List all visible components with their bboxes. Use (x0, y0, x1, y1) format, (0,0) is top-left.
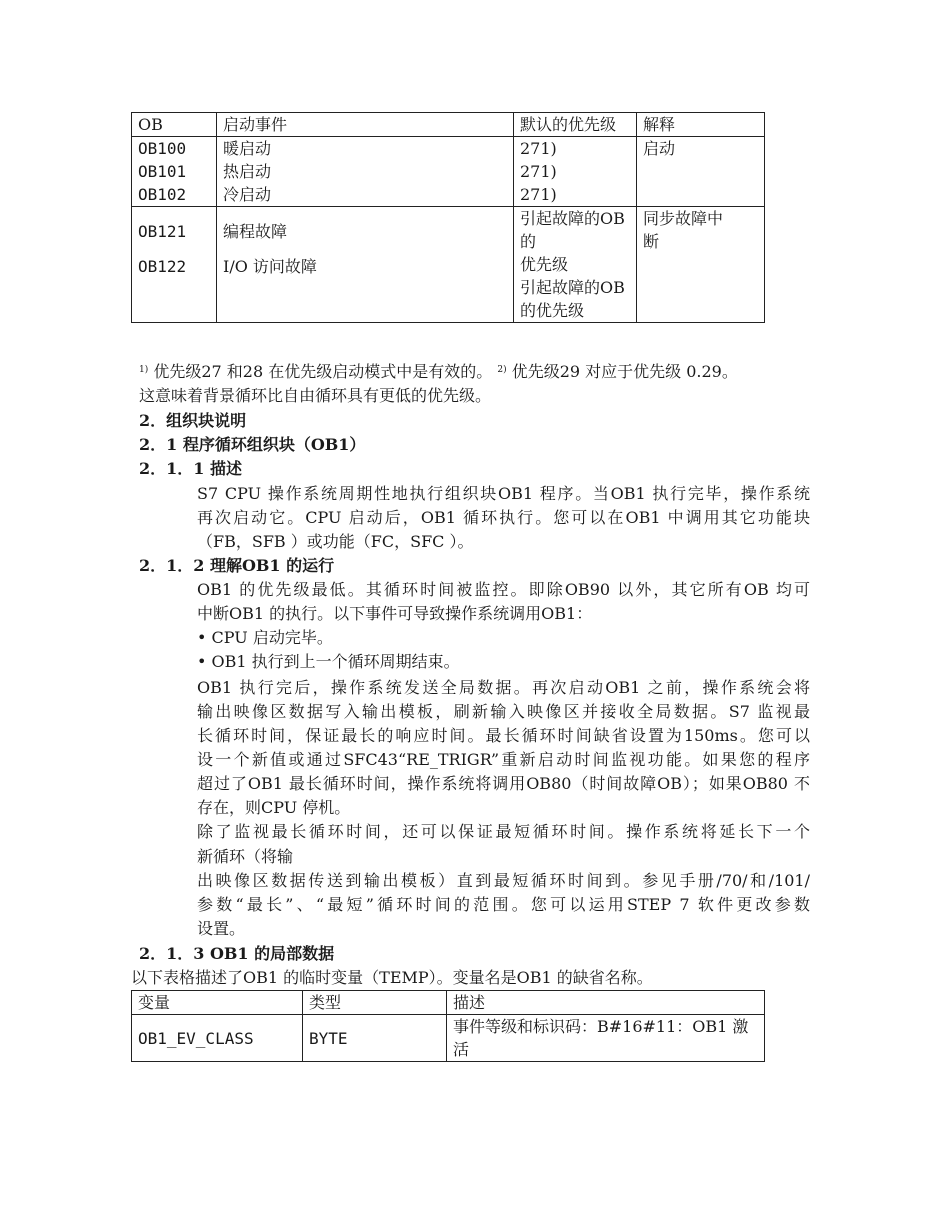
cell-line: 启动 (643, 139, 676, 158)
footnote-marker: 1) (139, 365, 149, 375)
paragraph-line: 长循环时间，保证最长的响应时间。最长循环时间缺省设置为150ms。您可以 (197, 726, 810, 745)
footnote-line-2: 这意味着背景循环比自由循环具有更低的优先级。 (139, 386, 492, 405)
bullet-icon: • (197, 652, 207, 671)
var-cell: OB1_EV_CLASS (132, 1015, 303, 1062)
cell-line: 冷启动 (223, 185, 272, 204)
bullet-item (197, 626, 333, 650)
paragraph-line: 以下表格描述了OB1 的临时变量（TEMP）。变量名是OB1 的缺省名称。 (131, 968, 653, 987)
cell-line: 引起故障的OB (520, 278, 625, 297)
cell-line: 271) (520, 139, 557, 158)
cell-line: OB122 (138, 257, 187, 276)
priority-cell (514, 137, 637, 207)
local-data-table (131, 990, 765, 1062)
cell-line: OB102 (138, 185, 187, 204)
footnote-text: 优先级27 和28 在优先级启动模式中是有效的。 (153, 362, 493, 381)
table-row (132, 137, 765, 207)
desc-cell (637, 207, 765, 323)
bullet-text: OB1 执行到上一个循环周期结束。 (211, 652, 460, 671)
table-row (132, 1015, 765, 1062)
paragraph-line: S7 CPU 操作系统周期性地执行组织块OB1 程序。当OB1 执行完毕，操作系统 (197, 484, 810, 503)
event-cell (217, 207, 514, 323)
ob-cell (132, 137, 217, 207)
paragraph-line: 设置。 (197, 919, 246, 938)
cell-line: 编程故障 (223, 222, 288, 241)
cell-line: 优先级 (520, 255, 569, 274)
cell-line: OB100 (138, 139, 187, 158)
header-cell: OB (132, 113, 217, 137)
cell-line: 事件等级和标识码：B#16#11：OB1 激 (453, 1017, 749, 1036)
paragraph-line: 出映像区数据传送到输出模板）直到最短循环时间到。参见手册/70/和/101/ (197, 871, 810, 890)
paragraph-line: 超过了OB1 最长循环时间，操作系统将调用OB80（时间故障OB）；如果OB80 不 (197, 774, 810, 793)
cell-line: 271) (520, 162, 557, 181)
header-cell: 类型 (303, 991, 447, 1015)
paragraph-line: （FB，SFB ）或功能（FC，SFC ）。 (197, 532, 474, 551)
paragraph-line: 再次启动它。CPU 启动后，OB1 循环执行。您可以在OB1 中调用其它功能块 (197, 508, 810, 527)
paragraph-line: 中断OB1 的执行。以下事件可导致操作系统调用OB1： (197, 604, 593, 623)
cell-line: OB101 (138, 162, 187, 181)
cell-line: OB121 (138, 222, 187, 241)
table-header-row (132, 991, 765, 1015)
cell-line: 同步故障中 (643, 209, 724, 228)
desc-cell (637, 137, 765, 207)
section-heading: 2．1．2 理解OB1 的运行 (139, 556, 335, 575)
paragraph-line: 输出映像区数据写入输出模板，刷新输入映像区并接收全局数据。S7 监视最 (197, 702, 810, 721)
cell-line: 的 (520, 232, 537, 251)
table-header-row (132, 113, 765, 137)
cell-line: 暖启动 (223, 139, 272, 158)
section-heading: 2．1．1 描述 (139, 459, 242, 478)
header-cell: 描述 (447, 991, 765, 1015)
footnote-text: 优先级29 对应于优先级 0.29。 (511, 362, 738, 381)
cell-line: 引起故障的OB (520, 209, 625, 228)
bullet-text: CPU 启动完毕。 (211, 628, 333, 647)
paragraph-line: 参数“最长”、“最短”循环时间的范围。您可以运用STEP 7 软件更改参数 (197, 895, 810, 914)
footnote-line-1 (139, 360, 738, 384)
event-cell (217, 137, 514, 207)
desc-cell (447, 1015, 765, 1062)
paragraph-line: OB1 的优先级最低。其循环时间被监控。即除OB90 以外，其它所有OB 均可 (197, 580, 810, 599)
header-cell: 变量 (132, 991, 303, 1015)
cell-line: 271) (520, 185, 557, 204)
paragraph-line: 新循环（将输 (197, 847, 294, 866)
cell-line: 活 (453, 1040, 470, 1059)
priority-cell (514, 207, 637, 323)
priority-table (131, 112, 765, 323)
paragraph-line: 设一个新值或通过SFC43“RE_TRIGR”重新启动时间监视功能。如果您的程序 (197, 750, 810, 769)
cell-line: 断 (643, 232, 660, 251)
footnote-marker: 2) (497, 365, 507, 375)
paragraph-line: OB1 执行完后，操作系统发送全局数据。再次启动OB1 之前，操作系统会将 (197, 678, 810, 697)
ob-cell (132, 207, 217, 323)
cell-line: 热启动 (223, 162, 272, 181)
bullet-icon: • (197, 628, 207, 647)
cell-line: 的优先级 (520, 301, 585, 320)
table-row (132, 207, 765, 323)
bullet-item (197, 650, 460, 674)
section-heading: 2．1 程序循环组织块（OB1） (139, 435, 366, 454)
type-cell: BYTE (303, 1015, 447, 1062)
paragraph-line: 除了监视最长循环时间，还可以保证最短循环时间。操作系统将延长下一个 (197, 822, 810, 841)
section-heading: 2．1．3 OB1 的局部数据 (139, 944, 335, 963)
paragraph-line: 存在，则CPU 停机。 (197, 798, 351, 817)
header-cell: 解释 (637, 113, 765, 137)
header-cell: 默认的优先级 (514, 113, 637, 137)
cell-line: I/O 访问故障 (223, 257, 317, 276)
section-heading: 2．组织块说明 (139, 411, 247, 430)
header-cell: 启动事件 (217, 113, 514, 137)
